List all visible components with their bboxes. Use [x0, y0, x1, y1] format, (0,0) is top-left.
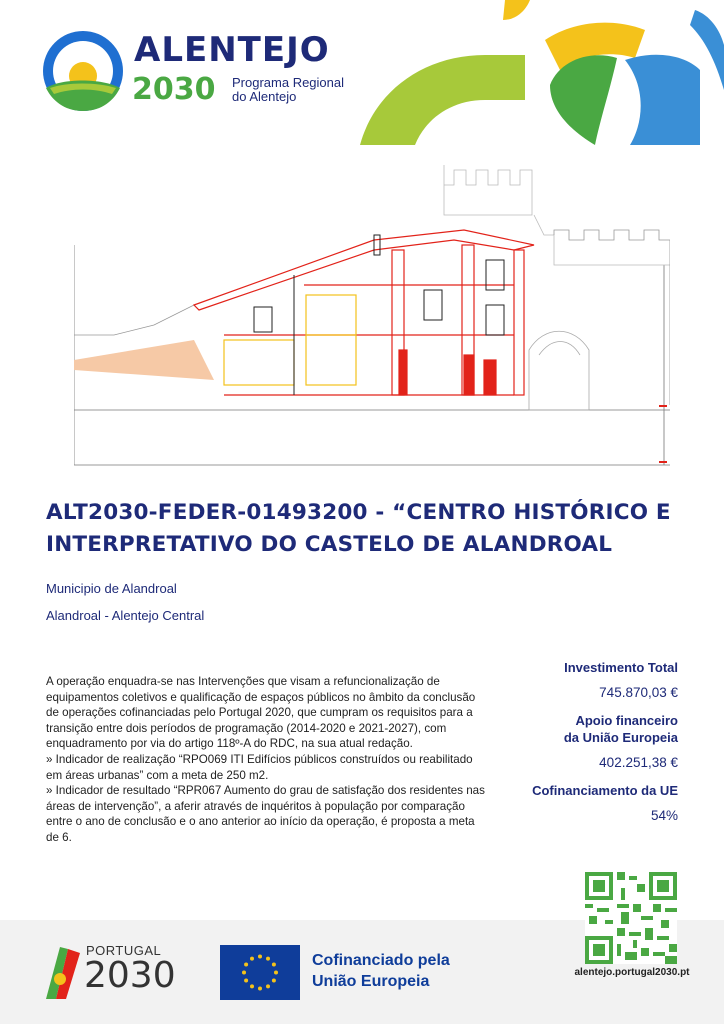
- eu-cofinancing-text: [312, 950, 450, 992]
- result-indicator: » Indicador de resultado “RPR067 Aumento do grau de satisfação dos residentes nas áreas de intervenção”, a aferir através de inquéritos à população por comparação entre o ano de conclusão e o ano anterior ao início da operação, é proposta a meta de 6.: [46, 784, 485, 844]
- cofinancing-value: 54%: [650, 808, 678, 823]
- eu-support-label-line2: da União Europeia: [563, 730, 678, 745]
- financial-summary: [478, 659, 678, 835]
- eu-support-label: [478, 712, 678, 746]
- eu-text-line1: Cofinanciado pela: [312, 952, 450, 969]
- architectural-section-drawing: [74, 165, 670, 470]
- logo-subtitle: [232, 76, 372, 104]
- decorative-shapes: [355, 0, 724, 150]
- investment-label: Investimento Total: [564, 660, 678, 675]
- project-title: ALT2030-FEDER-01493200 - “CENTRO HISTÓRICO E INTERPRETATIVO DO CASTELO DE ALANDROAL: [46, 500, 671, 557]
- output-indicator: » Indicador de realização “RPO069 ITI Edifícios públicos construídos ou reabilitado em áreas urbanas” com a meta de 250 m2.: [46, 752, 473, 782]
- eu-flag-icon: [220, 945, 300, 1000]
- project-description: [46, 674, 486, 846]
- eu-support-label-line1: Apoio financeiro: [575, 713, 678, 728]
- logo-title: ALENTEJO: [134, 30, 330, 70]
- beneficiary-name: Municipio de Alandroal: [46, 581, 177, 596]
- website-url[interactable]: alentejo.portugal2030.pt: [574, 967, 690, 978]
- eu-text-line2: União Europeia: [312, 973, 430, 990]
- alentejo-sun-emblem-icon: [42, 30, 124, 112]
- project-location: Alandroal - Alentejo Central: [46, 608, 205, 623]
- description-paragraph: A operação enquadra-se nas Intervenções que visam a refuncionalização de equipamentos coletivos e qualificação de espaços públicos no âmbito da conclusão de operações cofinanciadas pelo Portugal 2020, que cumpram os requisitos para a transição entre dois períodos de programação (2014-2020 e 2021-2027), com enquadramento por via do artigo 118º-A do RDC, na sua atual redação.: [46, 675, 476, 751]
- logo-subtitle-line1: Programa Regional: [232, 75, 345, 90]
- portugal-year: 2030: [84, 955, 176, 996]
- portugal-label: PORTUGAL: [86, 943, 162, 958]
- cofinancing-label: Cofinanciamento da UE: [532, 783, 678, 798]
- logo-subtitle-line2: do Alentejo: [232, 89, 297, 104]
- eu-support-value: 402.251,38 €: [599, 755, 678, 770]
- investment-value: 745.870,03 €: [599, 685, 678, 700]
- portugal-flag-icon: [42, 945, 82, 1001]
- qr-code-icon[interactable]: [585, 872, 677, 964]
- alentejo-2030-logo: [42, 28, 362, 118]
- portugal-2030-logo: [42, 943, 192, 1003]
- logo-year: 2030: [132, 72, 216, 107]
